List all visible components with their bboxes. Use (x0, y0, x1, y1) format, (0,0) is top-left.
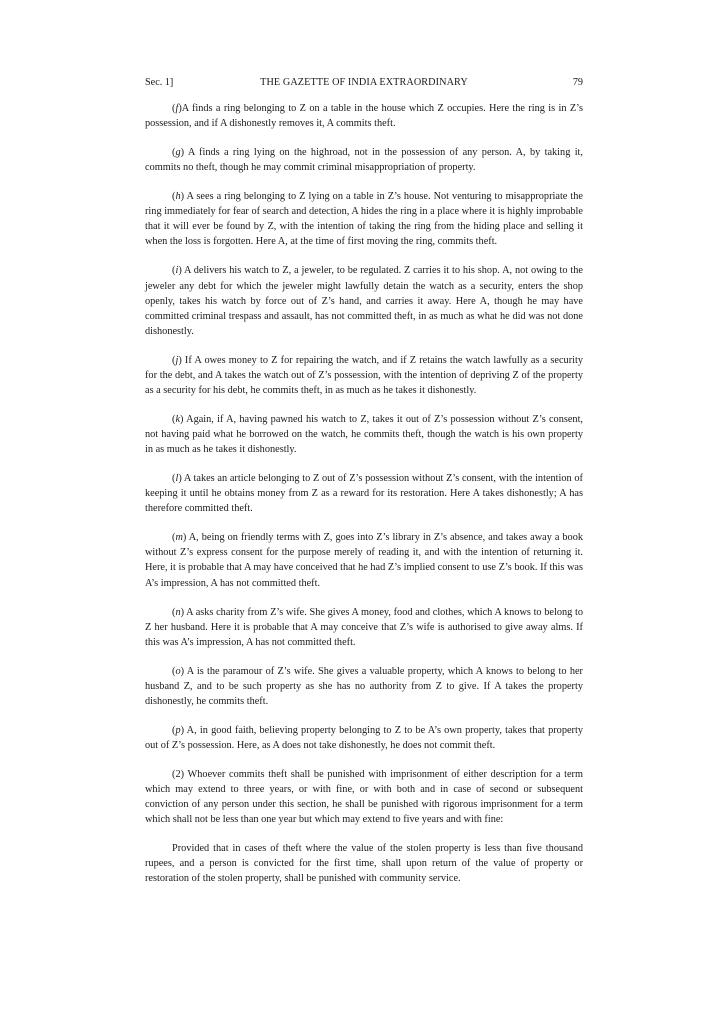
illustration-h: (h) A sees a ring belonging to Z lying on a table in Z’s house. Not venturing to misappropriate the ring immediately for fear of search and detection, A hides the ring in a place where it is highly improbable that it will ever be found by Z, with the intention of taking the ring from the hiding place and selling it when the loss is forgotten. Here A, at the time of first moving the ring, commits theft. (145, 191, 583, 248)
illustration-marker: g (175, 147, 181, 159)
illustration-l: (l) A takes an article belonging to Z out of Z’s possession without Z’s consent, with the intention of keeping it until he obtains money from Z as a reward for its restoration. Here A takes dishonestly; A has therefore committed theft. (145, 473, 583, 515)
illustration-i: (i) A delivers his watch to Z, a jeweler, to be regulated. Z carries it to his shop. A, not owing to the jeweler any debt for which the jeweler might lawfully detain the watch as a security, enters the shop openly, takes his watch by force out of Z’s hand, and carries it away. Here A, though he may have committed criminal trespass and assault, has not committed theft, in as much as what he did was not done dishonestly. (145, 265, 583, 337)
paragraph-text: If A owes money to Z for repairing the watch, and if Z retains the watch lawfully as a security for the debt, and A takes the watch out of Z’s possession, with the intention of depriving Z of the property as a security for his debt, he commits theft, in as much as he takes it dishonestly. (145, 354, 583, 396)
illustration-marker: i (175, 265, 179, 277)
paragraph-text: A is the paramour of Z’s wife. She gives a valuable property, which A knows to belong to her husband Z, and to be such property as she has no authority from Z to give. If A takes the property dishonestly, he commits theft. (145, 665, 583, 707)
proviso-paragraph (145, 841, 583, 886)
illustration-marker: o (175, 665, 181, 677)
paragraph-text: A takes an article belonging to Z out of Z’s possession without Z’s consent, with the intention of keeping it until he obtains money from Z as a reward for its restoration. Here A takes dishonestly; A has therefore committed theft. (145, 473, 583, 515)
illustration-k: (k) Again, if A, having pawned his watch to Z, takes it out of Z’s possession without Z’s consent, not having paid what he borrowed on the watch, he commits theft, though the watch is his own property in as much as he takes it dishonestly. (145, 413, 583, 456)
paragraph-text: Provided that in cases of theft where the value of the stolen property is less than five thousand rupees, and a person is convicted for the first time, shall upon return of the value of property or restoration of the stolen property, shall be punished with community service. (145, 843, 583, 885)
paragraph-text: A delivers his watch to Z, a jeweler, to be regulated. Z carries it to his shop. A, not owing to the jeweler any debt for which the jeweler might lawfully detain the watch as a security, enters the shop openly, takes his watch by force out of Z’s hand, and carries it away. Here A, though he may have committed criminal trespass and assault, has not committed theft, in as much as what he did was not done dishonestly. (145, 265, 583, 337)
paragraph-text: A finds a ring lying on the highroad, not in the possession of any person. A, by taking it, commits no theft, though he may commit criminal misappropriation of property. (145, 147, 583, 174)
paragraph-text: A finds a ring belonging to Z on a table in the house which Z occupies. Here the ring is in Z’s possession, and if A dishonestly removes it, A commits theft. (145, 103, 583, 130)
illustration-marker: h (175, 191, 181, 203)
paragraph-text: A sees a ring belonging to Z lying on a table in Z’s house. Not venturing to misappropriate the ring immediately for fear of search and detection, A hides the ring in a place where it is highly improbable that it will ever be found by Z, with the intention of taking the ring from the hiding place and selling it when the loss is forgotten. Here A, at the time of first moving the ring, commits theft. (145, 191, 583, 248)
document-body (145, 101, 583, 900)
paragraph-text: Again, if A, having pawned his watch to Z, takes it out of Z’s possession without Z’s consent, not having paid what he borrowed on the watch, he commits theft, though the watch is his own property in as much as he takes it dishonestly. (145, 413, 583, 456)
section-label: Sec. 1] (145, 77, 174, 88)
illustration-g: (g) A finds a ring lying on the highroad, not in the possession of any person. A, by taking it, commits no theft, though he may commit criminal misappropriation of property. (145, 147, 583, 174)
illustration-f: (f)A finds a ring belonging to Z on a table in the house which Z occupies. Here the ring is in Z’s possession, and if A dishonestly removes it, A commits theft. (145, 103, 583, 130)
paragraph-text: A, being on friendly terms with Z, goes into Z’s library in Z’s absence, and takes away a book without Z’s express consent for the purpose merely of reading it, and with the intention of returning it. Here, it is probable that A may have conceived that he had Z’s implied consent to use Z’s book. If this was A’s impression, A has not committed theft. (145, 532, 583, 589)
subsection-2-punishment: (2) Whoever commits theft shall be punished with imprisonment of either description for a term which may extend to three years, or with fine, or with both and in case of second or subsequent conviction of any person under this section, he shall be punished with rigorous imprisonment for a term which shall not be less than one year but which may extend to five years and with fine: (145, 768, 583, 826)
illustration-o: (o) A is the paramour of Z’s wife. She gives a valuable property, which A knows to belong to her husband Z, and to be such property as she has no authority from Z to give. If A takes the property dishonestly, he commits theft. (145, 665, 583, 707)
subsection-marker: 2 (175, 768, 181, 780)
illustration-marker: l (175, 473, 179, 485)
gazette-title: THE GAZETTE OF INDIA EXTRAORDINARY (260, 77, 468, 88)
paragraph-text: A asks charity from Z’s wife. She gives A money, food and clothes, which A knows to belong to Z her husband. Here it is probable that A may conceive that Z’s wife is authorised to give away alms. If this was A’s impression, A has not committed theft. (145, 606, 583, 648)
illustration-marker: j (175, 354, 179, 366)
illustration-m: (m) A, being on friendly terms with Z, goes into Z’s library in Z’s absence, and takes away a book without Z’s express consent for the purpose merely of reading it, and with the intention of returning it. Here, it is probable that A may have conceived that he had Z’s implied consent to use Z’s book. If this was A’s impression, A has not committed theft. (145, 532, 583, 589)
illustration-marker: p (175, 724, 181, 736)
illustration-marker: m (175, 532, 183, 544)
illustration-marker: f (175, 103, 179, 114)
illustration-marker: k (175, 413, 181, 425)
page-header (145, 77, 583, 93)
paragraph-text: A, in good faith, believing property belonging to Z to be A’s own property, takes that property out of Z’s possession. Here, as A does not take dishonestly, he does not commit theft. (145, 724, 583, 751)
illustration-j: (j) If A owes money to Z for repairing the watch, and if Z retains the watch lawfully as a security for the debt, and A takes the watch out of Z’s possession, with the intention of depriving Z of the property as a security for his debt, he commits theft, in as much as he takes it dishonestly. (145, 354, 583, 396)
illustration-n: (n) A asks charity from Z’s wife. She gives A money, food and clothes, which A knows to belong to Z her husband. Here it is probable that A may conceive that Z’s wife is authorised to give away alms. If this was A’s impression, A has not committed theft. (145, 606, 583, 648)
illustration-marker: n (175, 606, 181, 618)
illustration-p: (p) A, in good faith, believing property belonging to Z to be A’s own property, takes that property out of Z’s possession. Here, as A does not take dishonestly, he does not commit theft. (145, 724, 583, 751)
paragraph-text: Whoever commits theft shall be punished with imprisonment of either description for a term which may extend to three years, or with fine, or with both and in case of second or subsequent conviction of any person under this section, he shall be punished with rigorous imprisonment for a term which shall not be less than one year but which may extend to five years and with fine: (145, 768, 583, 826)
page-number: 79 (572, 77, 583, 88)
